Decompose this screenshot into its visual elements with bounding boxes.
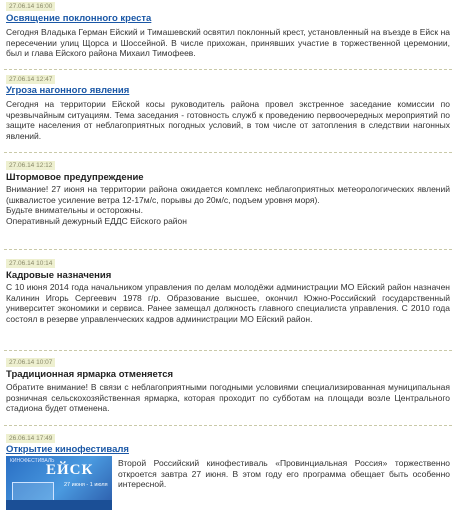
news-paragraph: Сегодня Владыка Герман Ейский и Тимашевский освятил поклонный крест, установленный на въезде в Ейск на пересечении улиц Щорса и Шоссейной. В числе прихожан, принявших участие в торжественной церемонии, был и глава Ейского района Михаил Тимофеев. [6, 27, 450, 59]
news-text [6, 184, 450, 227]
poster-dates: 27 июня - 1 июля [64, 482, 108, 488]
news-title: Традиционная ярмарка отменяется [6, 369, 174, 380]
news-date: 26.06.14 17:49 [6, 434, 55, 443]
festival-poster-image[interactable] [6, 456, 112, 510]
news-text [6, 99, 450, 142]
news-title: Кадровые назначения [6, 270, 112, 281]
news-paragraph: Внимание! 27 июня на территории района ожидается комплекс неблагоприятных метеорологических явлений (шквалистое усиление ветра 12-17м/с, порывы до 20м/с, подъем уровня моря). [6, 184, 450, 205]
news-title-link[interactable]: Открытие кинофестиваля [6, 444, 129, 455]
news-text [6, 382, 450, 414]
news-paragraph: С 10 июня 2014 года начальником управления по делам молодёжи администрации МО Ейский район назначен Калинин Игорь Сергеевич 1978 г/р. Образование высшее, окончил Южно-Российский государственный университет экономики и сервиса. Ранее замещал должность главного специалиста управления. С 2010 года состоял в резерве управленческих кадров администрации МО Ейский район. [6, 282, 450, 325]
divider [4, 69, 452, 70]
news-paragraph: Второй Российский кинофестиваль «Провинциальная Россия» торжественно откроется завтра 27 июня. В этом году его программа обещает быть особенно интересной. [118, 458, 450, 490]
poster-caption: КИНОФЕСТИВАЛЬ [10, 458, 55, 464]
news-title-link[interactable]: Угроза нагонного явления [6, 85, 130, 96]
news-date: 27.06.14 10:07 [6, 358, 55, 367]
divider [4, 350, 452, 351]
poster-city: ЕЙСК [46, 462, 94, 478]
news-paragraph: Сегодня на территории Ейской косы руководитель района провел экстренное заседание комиссии по чрезвычайным ситуациям. Тема заседания - готовность служб к проведению первоочередных мероприятий по защите населения от неблагоприятных погодных условий, в том числе от затопления в следствии нагонных явлений. [6, 99, 450, 142]
divider [4, 249, 452, 250]
news-text [6, 282, 450, 325]
news-text [118, 458, 450, 490]
news-date: 27.06.14 10:14 [6, 259, 55, 268]
news-paragraph: Оперативный дежурный ЕДДС Ейского район [6, 216, 187, 227]
divider [4, 152, 452, 153]
news-title-link[interactable]: Освящение поклонного креста [6, 13, 152, 24]
poster-sea-graphic [6, 500, 112, 510]
news-date: 27.06.14 16:00 [6, 2, 55, 11]
news-paragraph: Будьте внимательны и осторожны. [6, 205, 143, 216]
news-text [6, 27, 450, 59]
news-paragraph: Обратите внимание! В связи с неблагоприятными погодными условиями специализированная муниципальная розничная сельскохозяйственная ярмарка, которая проходит по субботам на площади возле Центрального стадиона будет отменена. [6, 382, 450, 414]
news-date: 27.06.14 12:47 [6, 75, 55, 84]
divider [4, 425, 452, 426]
news-date: 27.06.14 12:12 [6, 161, 55, 170]
news-title: Штормовое предупреждение [6, 172, 144, 183]
